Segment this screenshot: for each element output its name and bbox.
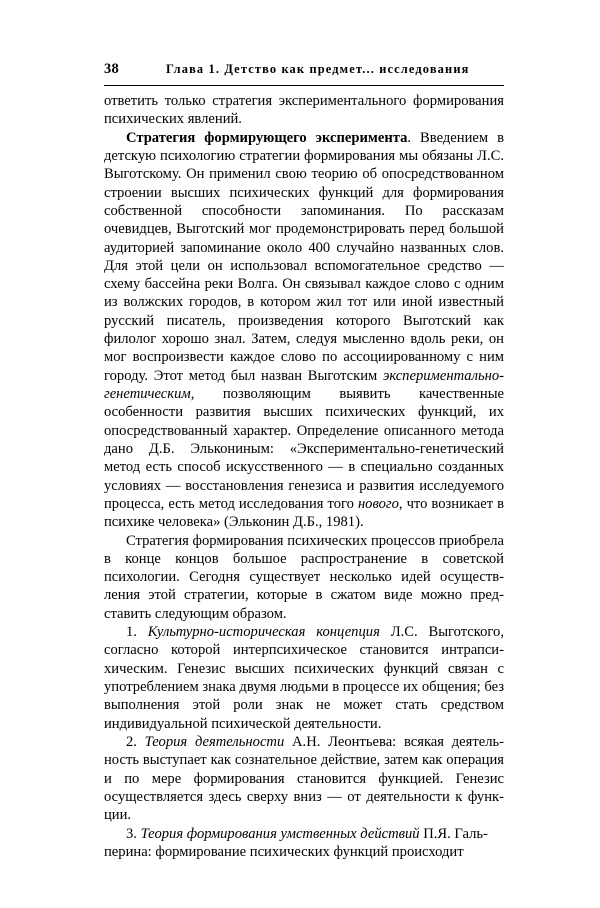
paragraph-2-text: . Введением в детскую психологию стратегии формирования мы обязаны Л.С. Выготскому. Он применил свою теорию об опосредствованном строении высших психических функций для формирования собственной способности запоминания. По рассказам очевидцев, Выготский мог продемонстрировать перед большой аудиторией запоминание около 400 случайно названных слов. Для этой цели он использовал вспомогательное средство — схему бассейна реки Волга. Он связывал каждое слово с одним из волжских городов, в котором жил тот или иной известный русский писатель, произведения которого Выготский как филолог хорошо знал. Затем, следуя мысленно вдоль реки, он мог воспроизвести каждое слово по ассоциированному с ним городу. Этот метод был назван Выготским (104, 129, 504, 384)
list-item-1-text: Л.С. Выготского, согласно которой интерпсихическое становится интрапсихическим. Генезис высших психических функций связан с употреблением знака двумя людьми в процессе их общения; без выполнения этой роли знак не может стать средством индивидуальной психической деятельности. (104, 624, 504, 732)
list-item-2-marker: 2. (126, 733, 145, 750)
list-item-3-text: П.Я. Гальперина: формирование психических функций происходит (104, 825, 488, 860)
paragraph-2-text-3: , что возникает в психике человека» (Эльконин Д.Б., 1981). (104, 495, 504, 531)
list-item-1-italic-title: Культурно-историческая концепция (147, 624, 380, 641)
running-head-title: Глава 1. Детство как предмет... исследования (166, 62, 470, 76)
text-column (104, 92, 504, 861)
list-item-1-marker: 1. (126, 624, 148, 641)
header-rule (104, 85, 504, 86)
paragraph-3-text: Стратегия формирования психических процессов приобрела в конце концов большое распространение в советской психологии. Сегодня существует несколько идей осуществления этой стратегии, которые в сжатом виде можно представить следующим образом. (104, 532, 504, 622)
paragraph-3 (104, 532, 504, 624)
list-item-2-text: А.Н. Леонтьева: всякая деятельность выступает как сознательное действие, затем как операция и по мере формирования становится функцией. Генезис осуществляется здесь сверху вниз — от деятельности к функции. (104, 733, 505, 824)
paragraph-1 (104, 92, 504, 129)
list-item-3-marker: 3. (126, 825, 141, 842)
paragraph-2 (104, 129, 504, 532)
paragraph-2-lead-bold: Стратегия формирующего эксперимента (126, 129, 408, 146)
paragraph-2-italic-term: экспериментально-генетическим (104, 367, 504, 402)
paragraph-2-text-2: , позволяющим выявить качественные особенности развития высших психических функций, их опосредствованный характер. Определение описанного метода дано Д.Б. Элькониным: «Экспериментально-генетический метод есть способ искусственного — в специально созданных условиях — восстановления генезиса и развития исследуемого процесса, есть метод исследования того (104, 386, 504, 512)
list-item-2-italic-title: Теория деятельности (144, 733, 285, 750)
list-item-2 (104, 733, 504, 825)
page-number: 38 (104, 61, 119, 77)
list-item-3-italic-title: Теория формирования умственных действий (140, 825, 420, 842)
list-item-3 (104, 825, 504, 862)
list-item-1 (104, 623, 504, 733)
paragraph-2-italic-term-2: нового (357, 495, 399, 512)
paragraph-1-text: ответить только стратегия экспериментального формирования психических явлений. (104, 93, 504, 128)
running-head (104, 62, 504, 84)
